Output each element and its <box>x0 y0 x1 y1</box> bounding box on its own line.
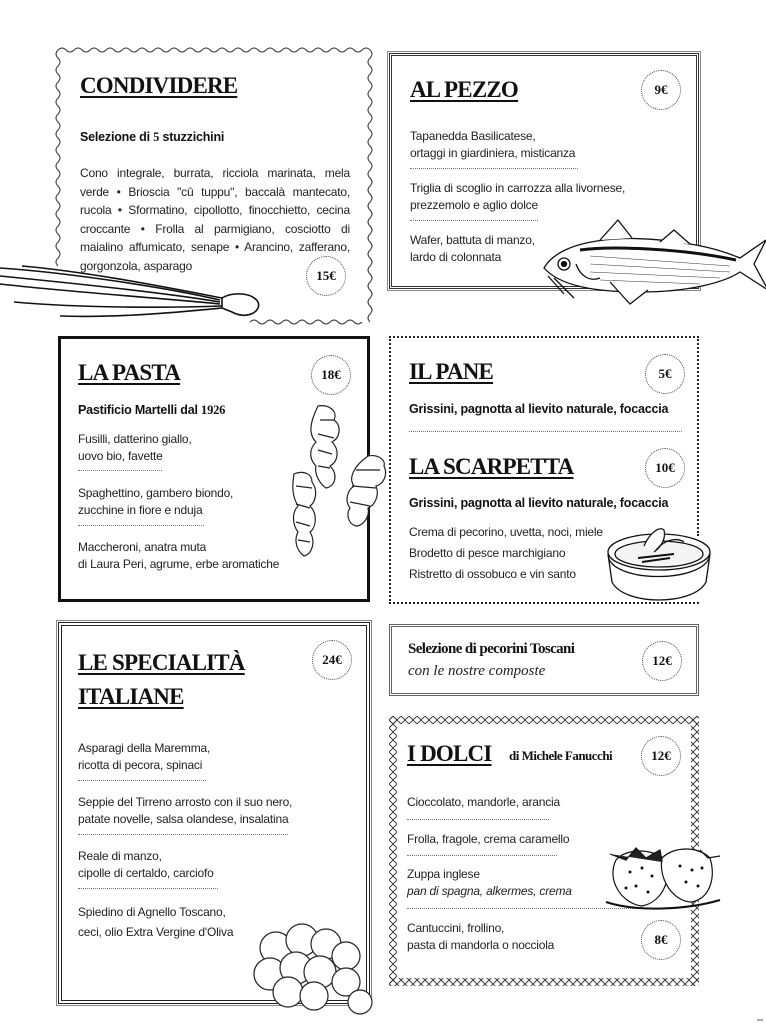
fusilli-illustration <box>290 404 390 574</box>
section-subtitle: Grissini, pagnotta al lievito naturale, focaccia <box>409 402 669 416</box>
chickpeas-illustration <box>248 922 378 1012</box>
section-separator <box>409 431 682 432</box>
menu-item: Spiedino di Agnello Toscano, ceci, olio Extra Vergine d'Oliva <box>78 905 234 939</box>
menu-item: Seppie del Tirreno arrosto con il suo nero, patate novelle, salsa olandese, insalatina <box>78 795 293 826</box>
price-badge: 18€ <box>311 355 351 395</box>
item-separator <box>78 780 206 781</box>
whisk-illustration <box>0 262 270 332</box>
pecorini-title: Selezione di pecorini Toscani <box>408 641 575 657</box>
menu-item: Frolla, fragole, crema caramello <box>407 832 570 846</box>
menu-item: Cioccolato, mandorle, arancia <box>407 795 560 809</box>
item-separator <box>78 470 162 471</box>
price-badge: 9€ <box>641 70 681 110</box>
section-subtitle: Selezione di 5 stuzzichini <box>80 130 225 144</box>
section-title: AL PEZZO <box>410 77 518 102</box>
item-separator <box>410 220 538 221</box>
menu-item: Tapanedda Basilicatese, ortaggi in giardiniera, misticanza <box>410 129 576 160</box>
price-badge: 12€ <box>642 641 682 681</box>
fish-illustration <box>540 220 766 320</box>
price-badge: 8€ <box>641 920 681 960</box>
menu-item: Triglia di scoglio in carrozza alla livornese, prezzemolo e aglio dolce <box>410 181 626 212</box>
menu-item: Cantuccini, frollino, pasta di mandorla o nocciola <box>407 921 555 952</box>
menu-item: Asparagi della Maremma, ricotta di pecora, spinaci <box>78 741 211 772</box>
price-badge: 5€ <box>645 354 685 394</box>
dotted-border-right <box>697 336 699 536</box>
section-subtitle: Pastificio Martelli dal 1926 <box>78 403 226 417</box>
section-title: LA SCARPETTA <box>409 454 574 479</box>
menu-item: Wafer, battuta di manzo, lardo di colonnata <box>410 233 535 264</box>
item-separator <box>78 888 218 889</box>
item-separator <box>407 819 549 820</box>
section-title: IL PANE <box>409 359 494 384</box>
section-description: Cono integrale, burrata, ricciola marinata, mela verde • Brioscia "cû tuppu", baccalà mantecato, rucola • Sformatino, cipollotto, finocchietto, cecina croccante • Frolla al parmigiano, cosciotto di maialino affumicato, senape • Arancino, zafferano, gorgonzola, asparago <box>80 166 350 273</box>
item-separator <box>410 168 578 169</box>
price-badge: 15€ <box>306 256 346 296</box>
pecorini-subtitle: con le nostre composte <box>408 663 546 679</box>
section-title: LE SPECIALITÀ ITALIANE <box>78 650 245 709</box>
section-title: LA PASTA <box>78 360 181 385</box>
price-badge: 24€ <box>312 640 352 680</box>
menu-item: Crema di pecorino, uvetta, noci, miele <box>409 525 603 539</box>
section-subtitle: Grissini, pagnotta al lievito naturale, focaccia <box>409 496 669 510</box>
menu-item: Fusilli, datterino giallo, uovo bio, favette <box>78 432 192 463</box>
menu-item: Ristretto di ossobuco e vin santo <box>409 567 576 581</box>
item-separator <box>78 834 288 835</box>
menu-item: Brodetto di pesce marchigiano <box>409 546 566 560</box>
strawberries-illustration <box>596 840 726 910</box>
dolci-byline: di Michele Fanucchi <box>509 748 613 763</box>
soup-bowl-illustration <box>604 524 714 604</box>
menu-item: Reale di manzo, cipolle di certaldo, carciofo <box>78 849 214 880</box>
section-title: I DOLCI <box>407 741 492 766</box>
corner-mark <box>757 1019 763 1021</box>
menu-item: Zuppa inglese pan di spagna, alkermes, crema <box>407 867 572 898</box>
item-separator <box>407 855 557 856</box>
price-badge: 12€ <box>641 736 681 776</box>
section-title: CONDIVIDERE <box>80 73 238 98</box>
price-badge: 10€ <box>645 448 685 488</box>
menu-item: Maccheroni, anatra muta di Laura Peri, agrume, erbe aromatiche <box>78 540 280 571</box>
item-separator <box>78 525 204 526</box>
section-pecorini <box>389 624 699 696</box>
menu-item: Spaghettino, gambero biondo, zucchine in fiore e nduja <box>78 486 234 517</box>
